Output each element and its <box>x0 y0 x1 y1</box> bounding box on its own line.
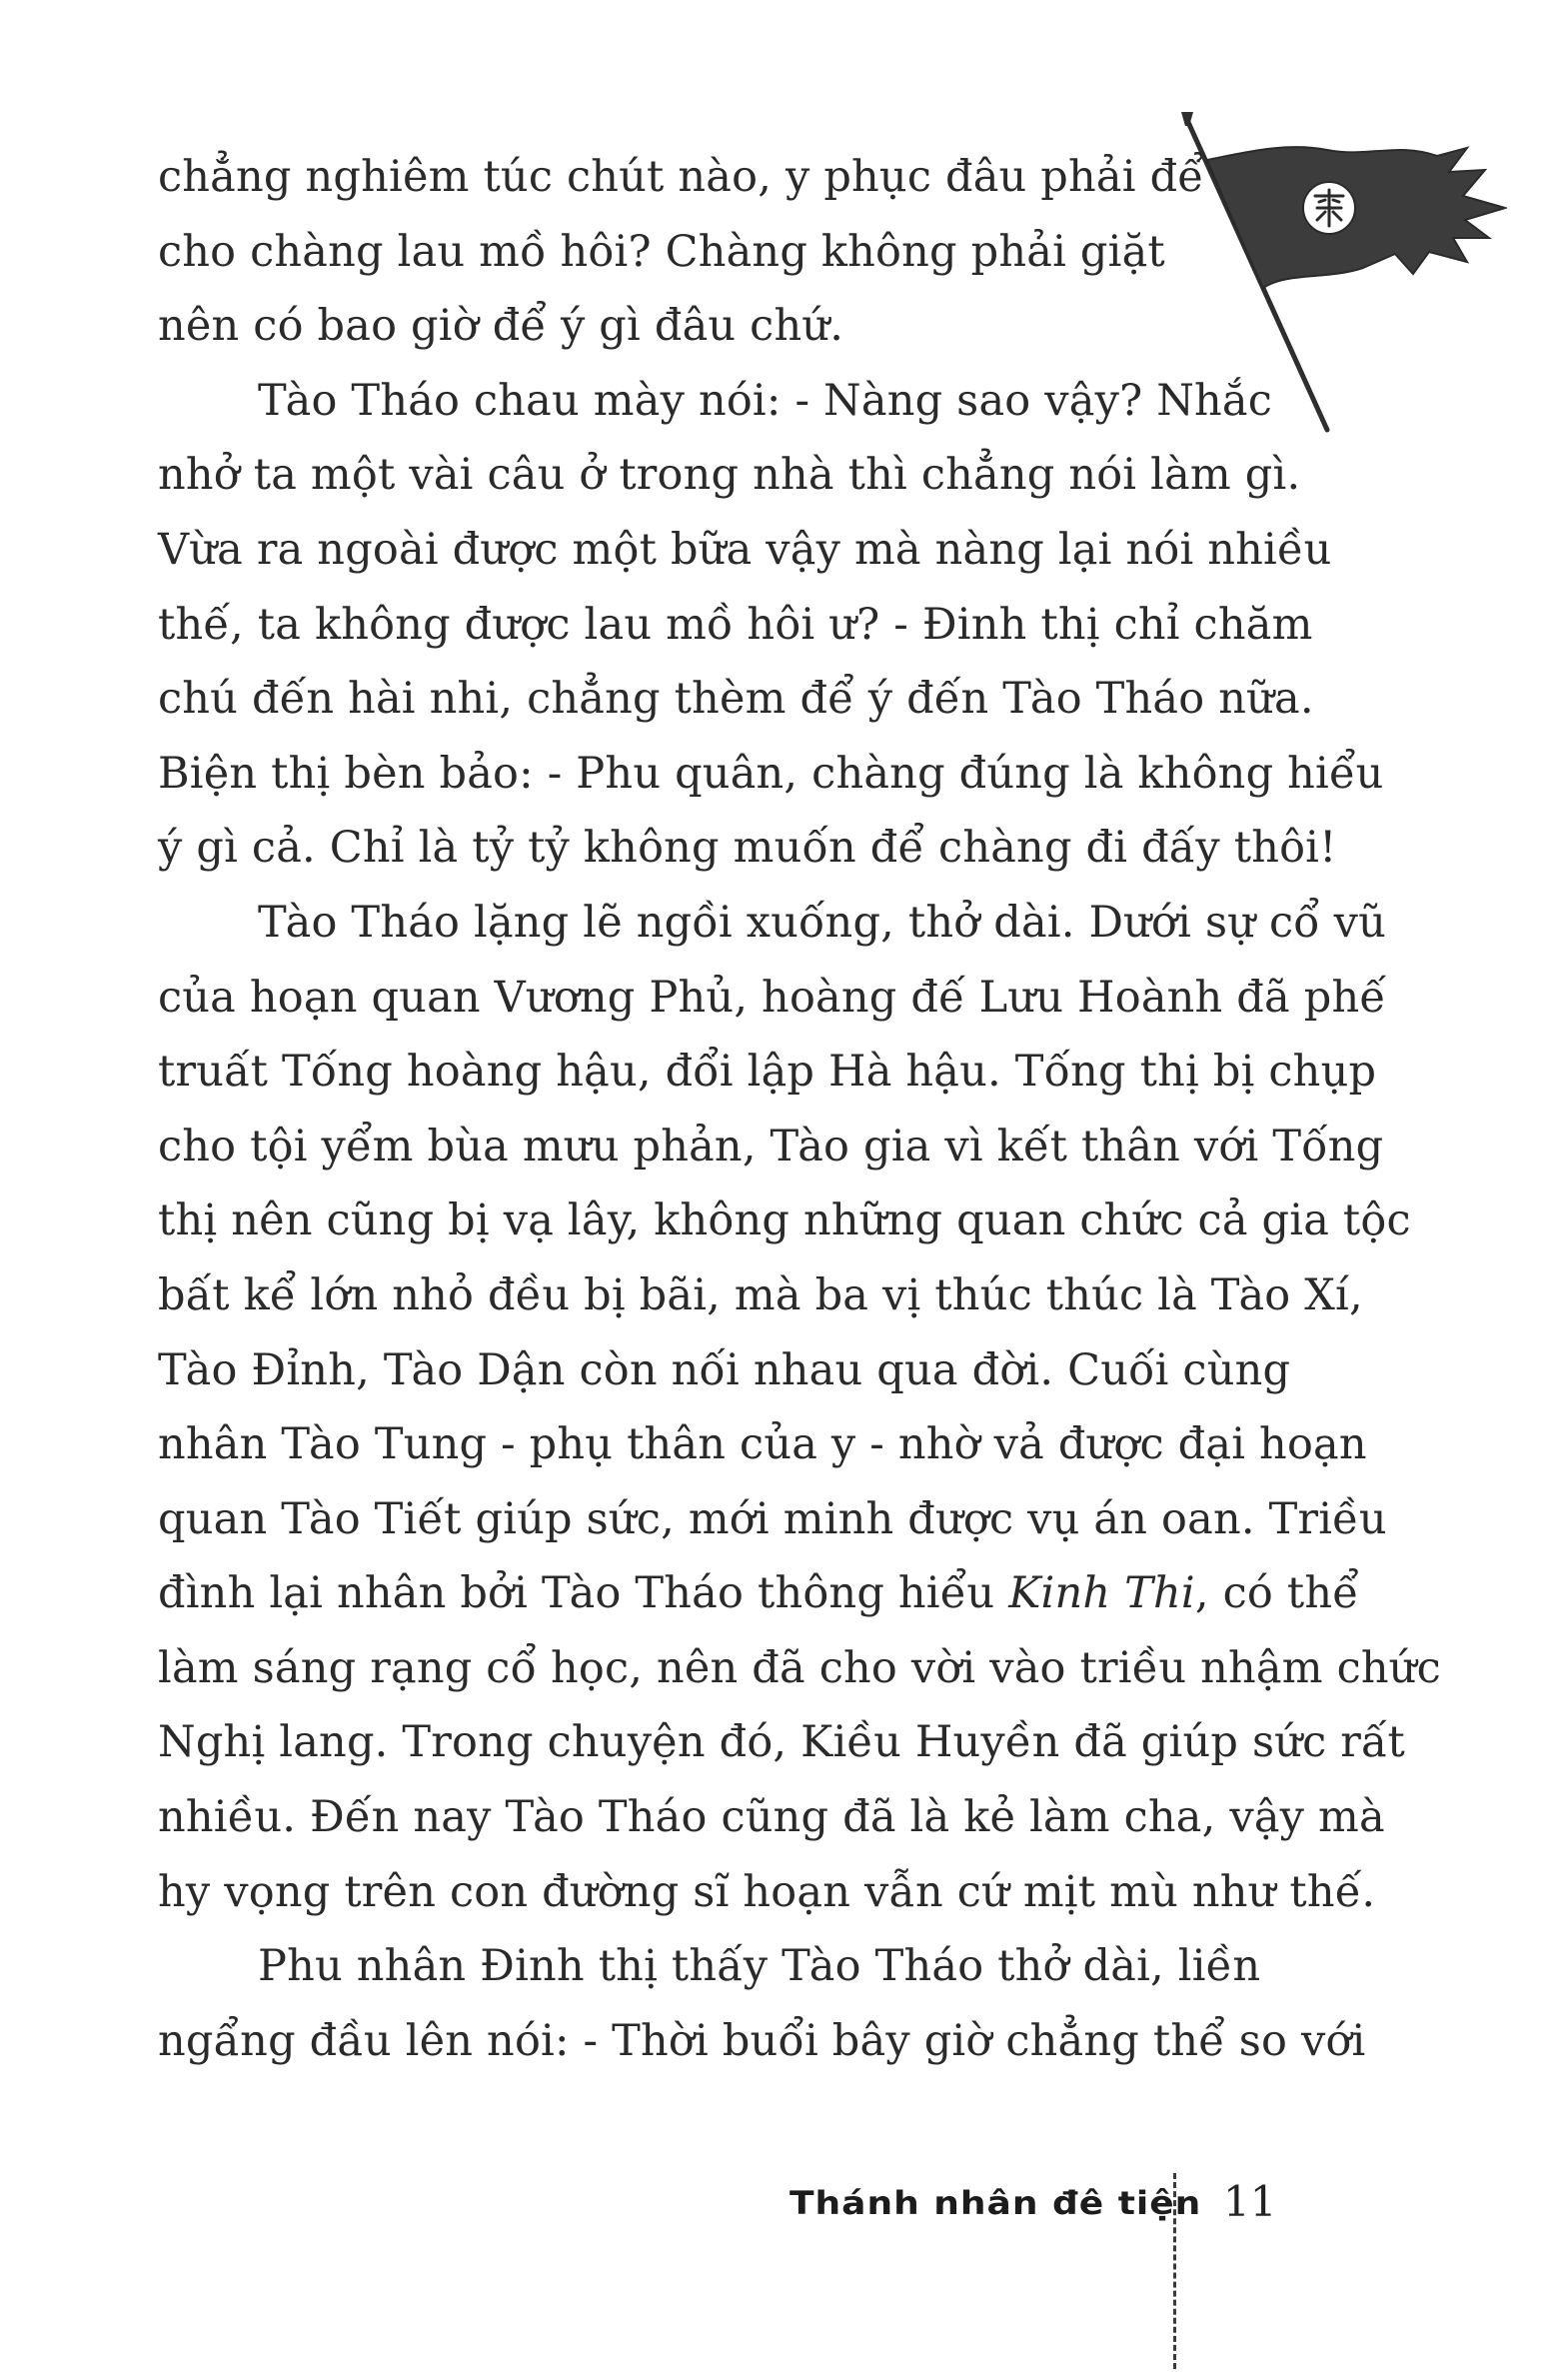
line-text: nhiều. Đến nay Tào Tháo cũng đã là kẻ làm cha, vậy mà <box>158 1792 1385 1843</box>
line-text: của hoạn quan Vương Phủ, hoàng đế Lưu Hoành đã phế <box>158 972 1387 1023</box>
line-text: nhân Tào Tung - phụ thân của y - nhờ vả được đại hoạn <box>158 1419 1367 1470</box>
line-text: cho tội yểm bùa mưu phản, Tào gia vì kết thân với Tống <box>158 1121 1384 1172</box>
text-line <box>158 1780 1385 1855</box>
line-text: bất kể lớn nhỏ đều bị bãi, mà ba vị thúc thúc là Tào Xí, <box>158 1269 1363 1320</box>
text-line <box>158 1556 1359 1631</box>
text-line <box>158 215 1277 290</box>
line-text: Tào Tháo chau mày nói: - Nàng sao vậy? Nhắc <box>258 375 1273 426</box>
line-text: truất Tống hoàng hậu, đổi lập Hà hậu. Tống thị bị chụp <box>158 1047 1377 1098</box>
paragraph-start-line <box>158 364 1277 439</box>
text-line <box>158 961 1387 1036</box>
line-text: làm sáng rạng cổ học, nên đã cho vời vào triều nhậm chức <box>158 1642 1441 1693</box>
text-line <box>158 1333 1291 1408</box>
line-text: Phu nhân Đinh thị thấy Tào Tháo thở dài, liền <box>258 1941 1261 1992</box>
line-text-before: đình lại nhân bởi Tào Tháo thông hiểu <box>158 1568 1009 1619</box>
line-text: Nghị lang. Trong chuyện đó, Kiều Huyền đã giúp sức rất <box>158 1717 1406 1768</box>
paragraph-start-line <box>158 886 1387 961</box>
line-text: nhở ta một vài câu ở trong nhà thì chẳng nói làm gì. <box>158 450 1301 501</box>
line-text: ý gì cả. Chỉ là tỷ tỷ không muốn để chàng đi đấy thôi! <box>158 823 1337 874</box>
text-line <box>158 588 1313 663</box>
book-title-italic: Kinh Thi <box>1008 1568 1195 1619</box>
page-footer <box>0 2169 1568 2369</box>
line-text: nên có bao giờ để ý gì đâu chứ. <box>158 301 844 352</box>
line-text: chẳng nghiêm túc chút nào, y phục đâu phải để <box>158 152 1204 202</box>
running-title: Thánh nhân đê tiện <box>789 2185 1202 2222</box>
text-line <box>158 1258 1363 1333</box>
text-line <box>158 289 1277 364</box>
paragraph-start-line <box>158 1929 1277 2004</box>
text-line <box>158 140 1277 215</box>
text-line <box>158 662 1314 737</box>
line-text: cho chàng lau mồ hôi? Chàng không phải giặt <box>158 226 1165 277</box>
text-line <box>158 737 1384 812</box>
text-line <box>158 1184 1411 1258</box>
page-number: 11 <box>1223 2177 1277 2226</box>
line-text: ngẩng đầu lên nói: - Thời buổi bây giờ chẳng thể so với <box>158 2015 1366 2066</box>
line-text: Vừa ra ngoài được một bữa vậy mà nàng lại nói nhiều <box>158 524 1332 575</box>
text-line <box>158 2004 1366 2079</box>
line-text: thế, ta không được lau mồ hôi ư? - Đinh thị chỉ chăm <box>158 599 1313 650</box>
line-text: Biện thị bèn bảo: - Phu quân, chàng đúng là không hiểu <box>158 748 1384 799</box>
text-line <box>158 1482 1387 1557</box>
text-line <box>158 513 1332 588</box>
text-line <box>158 1631 1441 1706</box>
text-line <box>158 1035 1377 1110</box>
text-line <box>158 811 1337 886</box>
line-text: thị nên cũng bị vạ lây, không những quan chức cả gia tộc <box>158 1195 1411 1246</box>
text-line <box>158 1705 1406 1780</box>
line-text-after: , có thể <box>1194 1568 1359 1619</box>
line-text: Tào Tháo lặng lẽ ngồi xuống, thở dài. Dưới sự cổ vũ <box>258 897 1387 948</box>
text-line <box>158 1855 1376 1930</box>
body-text <box>158 140 1441 2078</box>
line-text: hy vọng trên con đường sĩ hoạn vẫn cứ mịt mù như thế. <box>158 1866 1376 1917</box>
text-line <box>158 438 1301 513</box>
line-text: chú đến hài nhi, chẳng thèm để ý đến Tào Tháo nữa. <box>158 674 1314 725</box>
line-text: quan Tào Tiết giúp sức, mới minh được vụ án oan. Triều <box>158 1493 1387 1544</box>
line-text: Tào Đỉnh, Tào Dận còn nối nhau qua đời. Cuối cùng <box>158 1344 1291 1395</box>
text-line <box>158 1407 1367 1482</box>
dashed-divider <box>1173 2173 1176 2369</box>
text-line <box>158 1110 1384 1185</box>
